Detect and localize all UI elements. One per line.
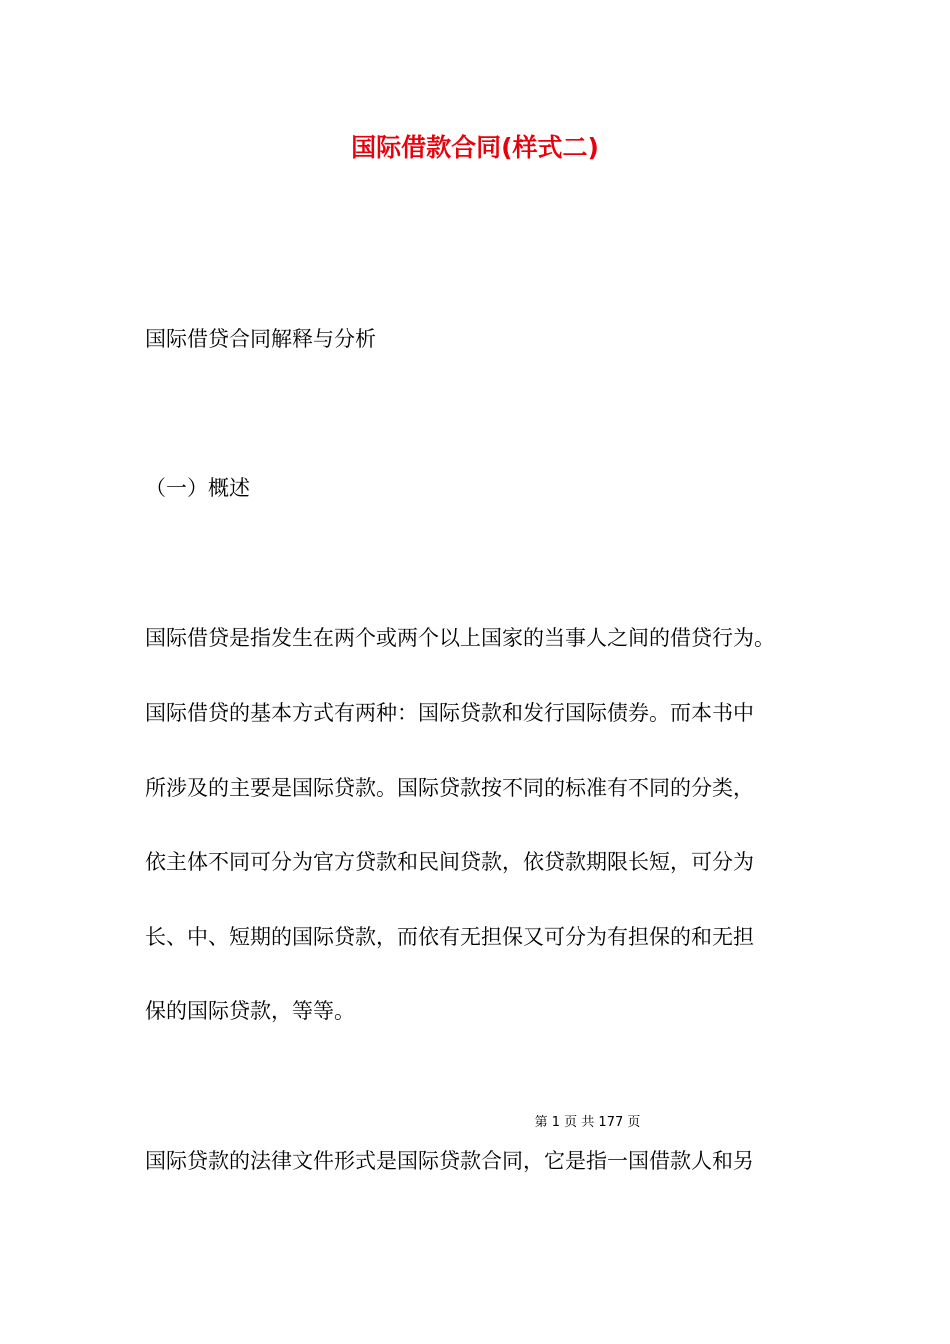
paragraph-line: 依主体不同可分为官方贷款和民间贷款，依贷款期限长短，可分为 [145,850,754,874]
paragraph-line: 保的国际贷款，等等。 [145,999,355,1023]
paragraph-2-line: 国际贷款的法律文件形式是国际贷款合同，它是指一国借款人和另 [145,1149,754,1173]
paragraph-line: 长、中、短期的国际贷款，而依有无担保又可分为有担保的和无担 [145,925,754,949]
document-title: 国际借款合同(样式二) [351,133,599,162]
paragraph-line: 国际借贷的基本方式有两种：国际贷款和发行国际债券。而本书中 [145,701,754,725]
document-subtitle: 国际借贷合同解释与分析 [145,327,376,351]
paragraph-line: 国际借贷是指发生在两个或两个以上国家的当事人之间的借贷行为。 [145,626,775,650]
page-footer: 第 1 页 共 177 页 [534,1115,641,1130]
section-heading: （一）概述 [145,476,250,500]
paragraph-line: 所涉及的主要是国际贷款。国际贷款按不同的标准有不同的分类， [145,776,754,800]
